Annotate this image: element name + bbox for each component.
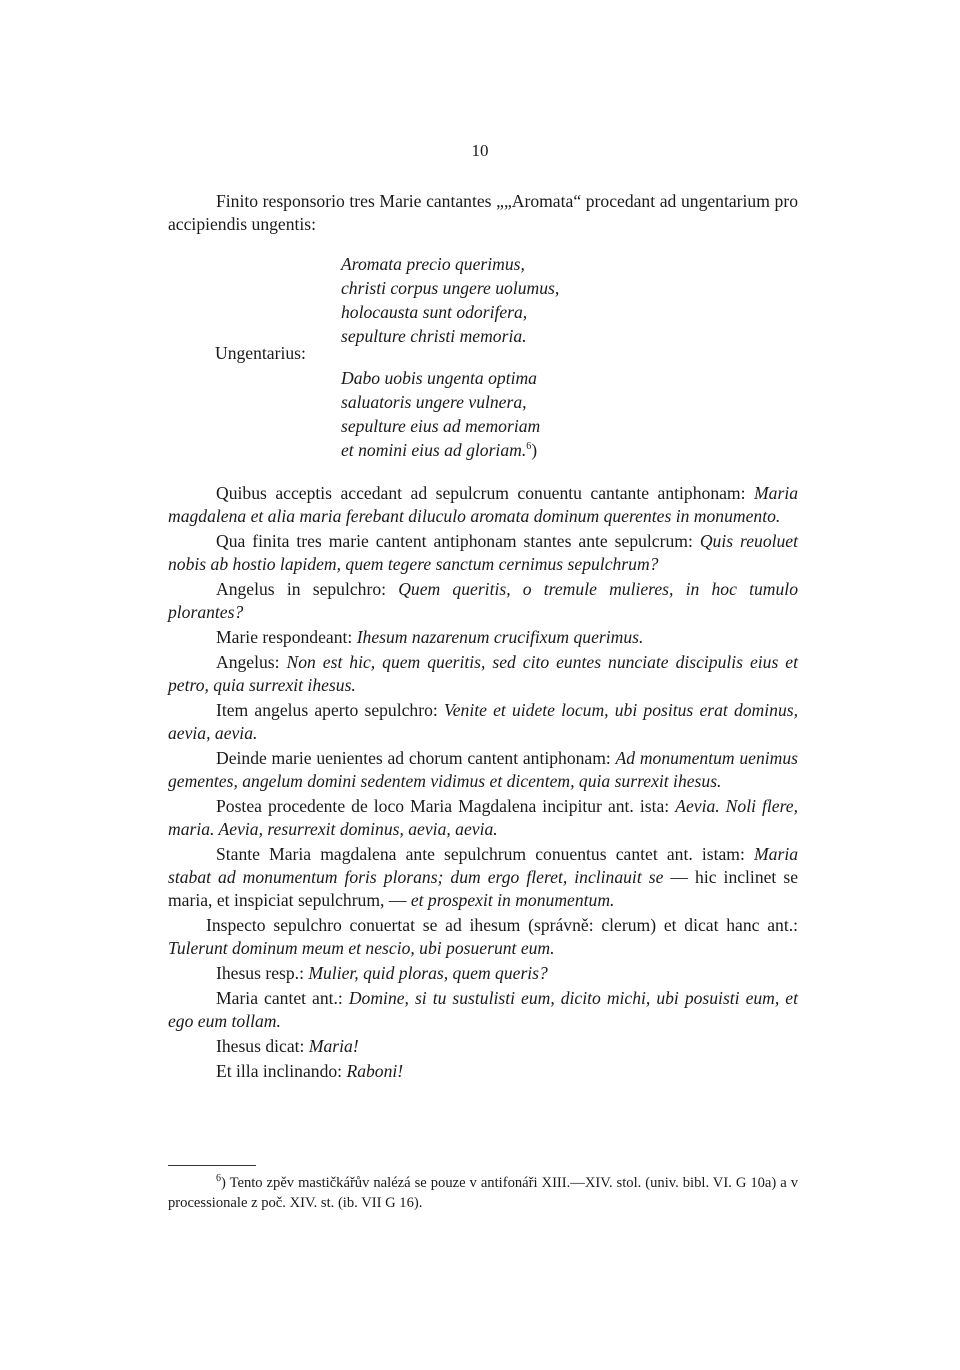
- verse-text: et nomini eius ad gloriam.: [341, 440, 527, 460]
- paragraph: Finito responsorio tres Marie cantantes „„Aromata“ procedant ad ungentarium pro accipiendis ungentis:: [168, 191, 798, 234]
- verse-line: christi corpus ungere uolumus,: [341, 278, 560, 298]
- footnote-divider: [168, 1165, 256, 1166]
- paragraph: Maria cantet ant.: Domine, si tu sustulisti eum, dicito michi, ubi posuisti eum, et ego eum tollam.: [168, 988, 799, 1031]
- paragraph: Item angelus aperto sepulchro: Venite et uidete locum, ubi positus erat dominus, aevia, aevia.: [168, 700, 798, 743]
- verse-line: sepulture eius ad memoriam: [341, 416, 541, 436]
- paragraph: Inspecto sepulchro conuertat se ad ihesum (správně: clerum) et dicat hanc ant.: Tulerunt dominum meum et nescio, ubi posuerunt eum.: [168, 915, 798, 958]
- paragraph: Marie respondeant: Ihesum nazarenum crucifixum querimus.: [216, 627, 644, 647]
- verse-line: Dabo uobis ungenta optima: [341, 368, 537, 388]
- verse-line: et nomini eius ad gloriam.$^6$): [341, 440, 538, 460]
- verse-line: Aromata precio querimus,: [341, 254, 525, 274]
- paragraph: Angelus: Non est hic, quem queritis, sed cito euntes nunciate discipulis eius et petro, quia surrexit ihesus.: [168, 652, 798, 695]
- footnote-ref: 6: [526, 441, 532, 453]
- page-number: 10: [471, 141, 489, 160]
- paragraph: Quibus acceptis accedant ad sepulcrum conuentu cantante antiphonam: Maria magdalena et alia maria ferebant diluculo aromata dominum querentes in monumento.: [168, 483, 798, 526]
- verse-aromata: [341, 252, 761, 348]
- paragraph: Ihesus dicat: Maria!: [216, 1036, 359, 1056]
- paragraph: Ihesus resp.: Mulier, quid ploras, quem queris?: [216, 963, 548, 983]
- paragraph: Qua finita tres marie cantent antiphonam stantes ante sepulcrum: Quis reuoluet nobis ab hostio lapidem, quem tegere sanctum cernimus sepulchrum?: [168, 531, 798, 574]
- speaker-label: Ungentarius:: [215, 343, 306, 363]
- main-text: [168, 482, 798, 1083]
- intro-paragraph: [168, 190, 798, 236]
- footnote: [168, 1173, 798, 1213]
- paragraph: Et illa inclinando: Raboni!: [216, 1061, 404, 1081]
- paragraph: Angelus in sepulchro: Quem queritis, o tremule mulieres, in hoc tumulo plorantes?: [168, 579, 798, 622]
- verse-line: sepulture christi memoria.: [341, 326, 527, 346]
- footnote-text: $^6$) Tento zpěv mastičkářův nalézá se pouze v antifonáři XIII.—XIV. stol. (univ. bibl. VI. G 10a) a v processionale z poč. XIV. st. (ib. VII G 16).: [168, 1173, 798, 1211]
- verse-line: saluatoris ungere vulnera,: [341, 392, 527, 412]
- paragraph: Postea procedente de loco Maria Magdalena incipitur ant. ista: Aevia. Noli flere, maria. Aevia, resurrexit dominus, aevia, aevia.: [168, 796, 798, 839]
- verse-line: holocausta sunt odorifera,: [341, 302, 528, 322]
- verse-dabo: [341, 366, 761, 462]
- paragraph: Deinde marie uenientes ad chorum cantent antiphonam: Ad monumentum uenimus gementes, angelum domini sedentem vidimus et dicentem, quia surrexit ihesus.: [168, 748, 798, 791]
- footnote-number: 6: [216, 1173, 221, 1185]
- paragraph: Stante Maria magdalena ante sepulchrum conuentus cantet ant. istam: Maria stabat ad monumentum foris plorans; dum ergo fleret, inclinauit se — hic inclinet se maria, et inspiciat sepulchrum, — et prospexit in monumentum.: [168, 844, 798, 910]
